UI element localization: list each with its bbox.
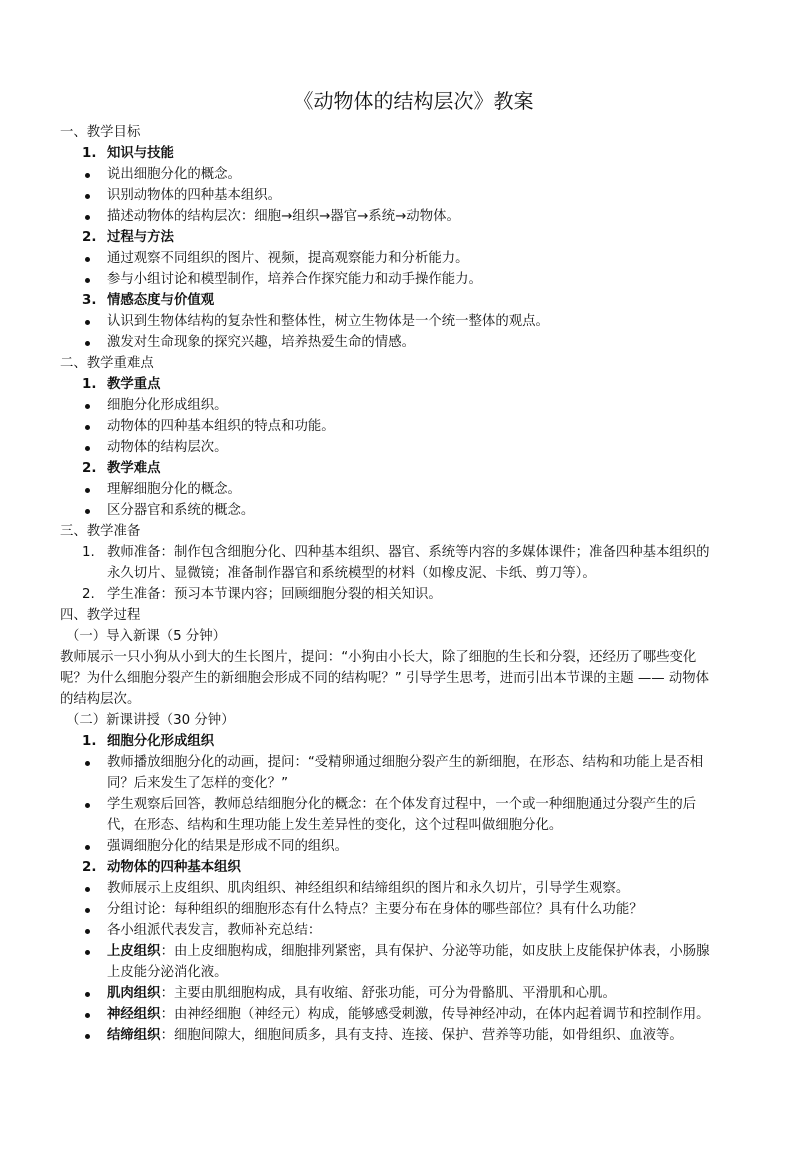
numbered-heading: 1. 知识与技能 [82,146,174,161]
list-item: 教师展示上皮组织、肌肉组织、神经组织和结缔组织的图片和永久切片，引导学生观察。 [60,878,767,899]
list-item: 区分器官和系统的概念。 [60,500,767,521]
numbered-heading: 2. 教学难点 [82,461,161,476]
numbered-heading: 1. 细胞分化形成组织 [82,734,215,749]
subsection-heading-lecture: （二）新课讲授（30 分钟） [66,713,235,728]
tissue-item-connective: 结缔组织：细胞间隙大，细胞间质多，具有支持、连接、保护、营养等功能，如骨组织、血液等。 [60,1025,767,1046]
tissue-item-epithelial: 上皮组织：由上皮细胞构成，细胞排列紧密，具有保护、分泌等功能，如皮肤上皮能保护体表，小肠腺 上皮能分泌消化液。 [60,941,767,983]
tissue-item-muscle: 肌肉组织：主要由肌细胞构成，具有收缩、舒张功能，可分为骨骼肌、平滑肌和心肌。 [60,983,767,1004]
paragraph: 教师展示一只小狗从小到大的生长图片，提问：“小狗由小长大，除了细胞的生长和分裂，还经历了哪些变化 呢？为什么细胞分裂产生的新细胞会形成不同的结构呢？” 引导学生思考，进而引出本节课的主题 —— 动物体 的结构层次。 [60,650,710,707]
list-item: 通过观察不同组织的图片、视频，提高观察能力和分析能力。 [60,248,767,269]
subsection-heading-intro: （一）导入新课（5 分钟） [66,629,227,644]
list-item: 认识到生物体结构的复杂性和整体性，树立生物体是一个统一整体的观点。 [60,311,767,332]
tissue-item-nervous: 神经组织：由神经细胞（神经元）构成，能够感受刺激，传导神经冲动，在体内起着调节和控制作用。 [60,1004,767,1025]
list-item: 描述动物体的结构层次：细胞→组织→器官→系统→动物体。 [60,206,767,227]
list-item: 各小组派代表发言，教师补充总结： [60,920,767,941]
section-heading-preparation: 三、教学准备 [60,524,141,539]
ordered-item: 2. 学生准备：预习本节课内容；回顾细胞分裂的相关知识。 [82,587,442,602]
section-heading-key-points: 二、教学重难点 [60,356,154,371]
list-item: 激发对生命现象的探究兴趣，培养热爱生命的情感。 [60,332,767,353]
numbered-heading: 3. 情感态度与价值观 [82,293,215,308]
document-title: 《动物体的结构层次》教案 [293,89,534,113]
list-item: 识别动物体的四种基本组织。 [60,185,767,206]
list-item: 动物体的结构层次。 [60,437,767,458]
list-item: 参与小组讨论和模型制作，培养合作探究能力和动手操作能力。 [60,269,767,290]
list-item: 动物体的四种基本组织的特点和功能。 [60,416,767,437]
list-item: 教师播放细胞分化的动画，提问：“受精卵通过细胞分裂产生的新细胞，在形态、结构和功能上是否相 同？后来发生了怎样的变化？” [60,752,767,794]
numbered-heading: 1. 教学重点 [82,377,161,392]
list-item: 细胞分化形成组织。 [60,395,767,416]
numbered-heading: 2. 过程与方法 [82,230,174,245]
list-item: 理解细胞分化的概念。 [60,479,767,500]
ordered-item: 1. 教师准备：制作包含细胞分化、四种基本组织、器官、系统等内容的多媒体课件；准备四种基本组织的 永久切片、显微镜；准备制作器官和系统模型的材料（如橡皮泥、卡纸、剪刀等）。 [82,545,710,581]
numbered-heading: 2. 动物体的四种基本组织 [82,860,241,875]
section-heading-process: 四、教学过程 [60,608,141,623]
list-item: 说出细胞分化的概念。 [60,164,767,185]
list-item: 强调细胞分化的结果是形成不同的组织。 [60,836,767,857]
list-item: 学生观察后回答，教师总结细胞分化的概念：在个体发育过程中，一个或一种细胞通过分裂产生的后 代，在形态、结构和生理功能上发生差异性的变化，这个过程叫做细胞分化。 [60,794,767,836]
list-item: 分组讨论：每种组织的细胞形态有什么特点？主要分布在身体的哪些部位？具有什么功能？ [60,899,767,920]
section-heading-objectives: 一、教学目标 [60,125,141,140]
